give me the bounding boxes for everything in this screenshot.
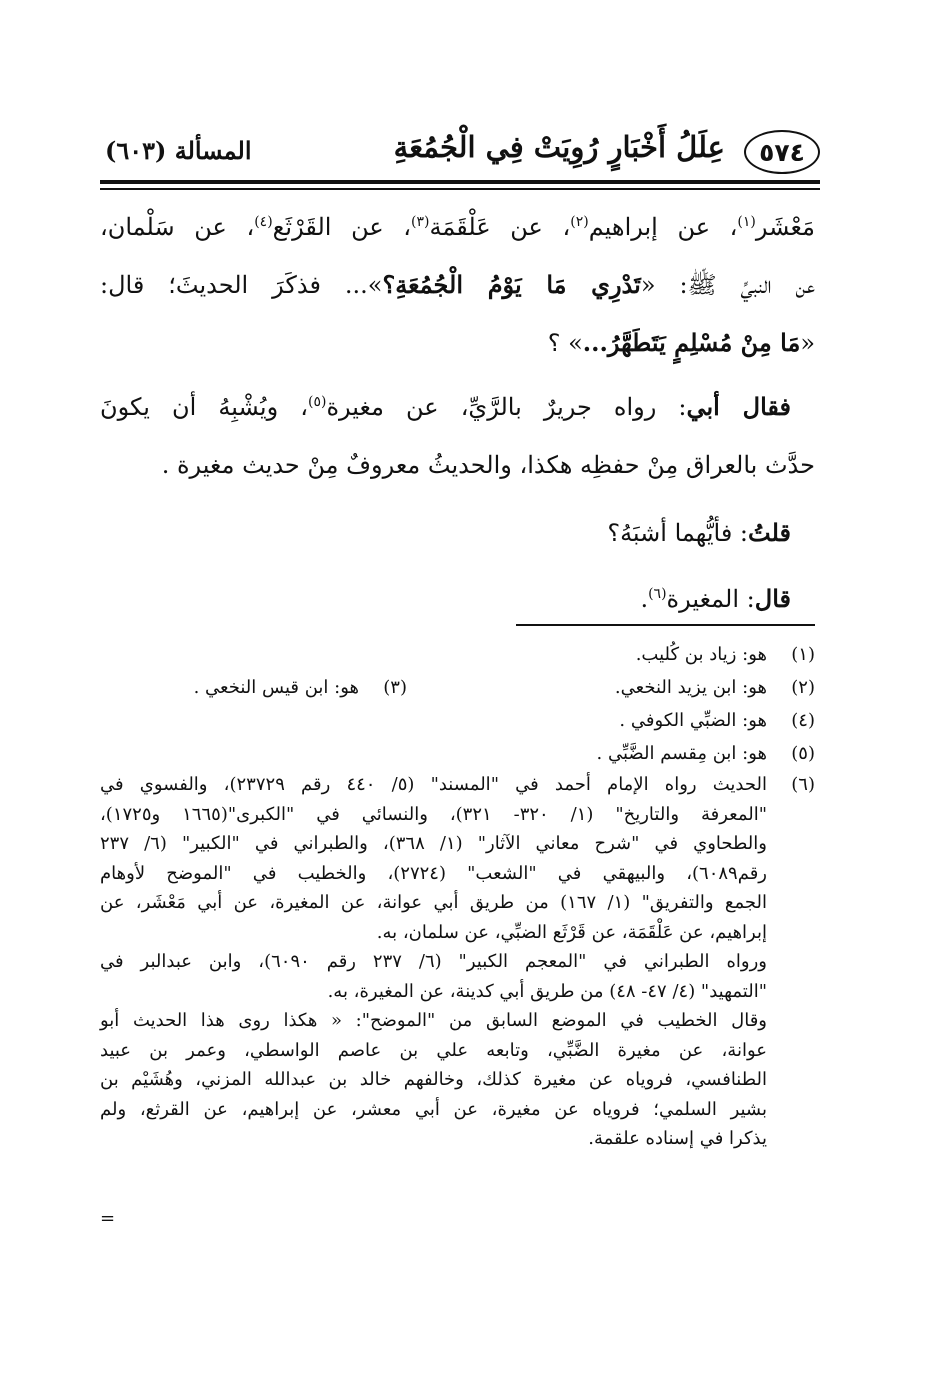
paragraph-abi-answer bbox=[100, 378, 815, 494]
footnote-line: بشير السلمي؛ فروياه عن مغيرة، عن أبي معشر، عن إبراهيم، عن القرثع، ولم bbox=[100, 1098, 767, 1120]
paragraph-answer bbox=[100, 566, 815, 632]
footnote-text: هو: زياد بن كُليب. bbox=[635, 644, 767, 665]
footnote-line: "التمهيد" (٤/ ٤٧- ٤٨) من طريق أبي كدينة، عن المغيرة، به. bbox=[327, 980, 767, 1002]
text-segment: : فأيُّهما أشبَهُ؟ bbox=[607, 519, 749, 547]
footnote-line: الطنافسي، فروياه عن مغيرة كذلك، وخالفهم خالد بن عبدالله المزني، وهُشَيْم بن bbox=[100, 1069, 767, 1090]
speaker-label: قال bbox=[754, 584, 791, 613]
footnote-line: يذكرا في إسناده علقمة. bbox=[588, 1128, 767, 1149]
text-line bbox=[100, 378, 815, 436]
footnote-number: (٢) bbox=[791, 677, 815, 698]
footnote-number: (١) bbox=[791, 644, 815, 665]
header-rule-thick bbox=[100, 180, 820, 184]
text-line bbox=[100, 314, 815, 372]
footnote-line: ورواه الطبراني في "المعجم الكبير" (٦/ ٢٣٧ رقم ٦٠٩٠)، وابن عبدالبر في bbox=[100, 951, 767, 972]
text-segment: ، عن عَلْقَمَة bbox=[429, 213, 571, 241]
text-segment: »... فذكَرَ الحديثَ؛ قال: bbox=[100, 271, 383, 299]
footnote-body bbox=[100, 770, 767, 1154]
footnote-line: عوانة، عن مغيرة الضَّبِّي، وتابعه علي بن عاصم الواسطي، وعمر بن عبيد bbox=[100, 1039, 767, 1061]
paragraph-hadith bbox=[100, 198, 815, 372]
footnote-number: (٦) bbox=[791, 774, 815, 795]
text-segment: : المغيرة bbox=[666, 585, 755, 613]
footnote-text: هو: ابن مِقسم الضَّبِّي . bbox=[596, 743, 767, 764]
footnote-ref[interactable]: (٣) bbox=[411, 214, 430, 230]
footnote-number: (٤) bbox=[791, 710, 815, 731]
text-line bbox=[100, 500, 815, 566]
footnote-line: إبراهيم، عن عَلْقَمَة، عن قَرْثَع الضبِّي، عن سلمان، به. bbox=[376, 921, 767, 943]
footnote-ref[interactable]: (٦) bbox=[648, 586, 667, 602]
footnote-text: هو: ابن يزيد النخعي. bbox=[614, 677, 767, 698]
speaker-label: قلتُ bbox=[748, 518, 791, 547]
footnote-line: رقم٦٠٨٩)، والبيهقي في "الشعب" (٢٧٢٤)، والخطيب في "الموضح لأوهام bbox=[100, 862, 767, 884]
footnotes bbox=[100, 638, 815, 1229]
speaker-label: فقال أبي bbox=[686, 392, 792, 421]
text-line bbox=[100, 256, 815, 314]
book-title: عِلَلُ أَخْبَارٍ رُوِيَتْ فِي الْجُمُعَةِ bbox=[393, 130, 725, 164]
text-segment: عن النبيِّ ﷺ: « bbox=[640, 271, 816, 299]
text-segment: » ؟ bbox=[547, 329, 583, 357]
footnote-text: هو: ابن قيس النخعي . bbox=[193, 677, 359, 698]
footnote-ref[interactable]: (٢) bbox=[570, 214, 589, 230]
text-segment: . bbox=[640, 585, 649, 613]
question-label: المسألة (٦٠٣) bbox=[105, 136, 252, 165]
footnote-5 bbox=[100, 737, 815, 770]
text-segment: « bbox=[800, 329, 815, 357]
text-segment: ، عن سَلْمان، bbox=[100, 213, 255, 241]
footnote-number: (٣) bbox=[383, 677, 407, 698]
footnote-ref[interactable]: (٥) bbox=[308, 394, 327, 410]
footnote-ref[interactable]: (٤) bbox=[254, 214, 273, 230]
text-segment: : رواه جريرٌ بالرَّيِّ، عن مغيرة bbox=[326, 393, 687, 421]
footnote-line: "المعرفة والتاريخ" (١/ ٣٢٠- ٣٢١)، والنسائي في "الكبرى"(١٦٦٥ و١٧٢٥)، bbox=[100, 803, 767, 825]
footnote-4 bbox=[100, 704, 815, 737]
text-segment: مَعْشَر bbox=[755, 213, 815, 241]
running-header bbox=[100, 128, 820, 180]
footnote-1 bbox=[100, 638, 815, 671]
text-line bbox=[100, 566, 815, 632]
main-text bbox=[100, 198, 815, 632]
footnote-line: والطحاوي في "شرح معاني الآثار" (١/ ٣٦٨)، والطبراني في "الكبير" (٦/ ٢٣٧ bbox=[100, 833, 767, 854]
text-line bbox=[100, 198, 815, 256]
hadith-quote: تَدْرِي مَا يَوْمُ الْجُمُعَةِ؟ bbox=[382, 270, 641, 299]
footnote-line: الحديث رواه الإمام أحمد في "المسند" (٥/ ٤٤٠ رقم ٢٣٧٢٩)، والفسوي في bbox=[100, 774, 767, 795]
footnote-line: وقال الخطيب في الموضع السابق من "الموضح": « هكذا روى هذا الحديث أبو bbox=[100, 1010, 767, 1031]
footnote-separator bbox=[516, 624, 815, 626]
footnote-2-3 bbox=[100, 671, 815, 704]
footnote-6 bbox=[100, 770, 815, 1154]
footnote-3 bbox=[194, 671, 407, 704]
paragraph-question bbox=[100, 500, 815, 566]
text-line: حدَّث بالعراق مِنْ حفظِه هكذا، والحديثُ معروفٌ مِنْ حديث مغيرة . bbox=[161, 451, 815, 479]
footnote-number: (٥) bbox=[791, 743, 815, 764]
text-segment: ، عن إبراهيم bbox=[588, 213, 738, 241]
footnote-line: الجمع والتفريق" (١/ ١٦٧) من طريق أبي عوانة، عن المغيرة، عن أبي مَعْشَر، عن bbox=[100, 892, 767, 913]
hadith-quote: مَا مِنْ مُسْلِمٍ يَتَطَهَّرُ... bbox=[582, 328, 801, 357]
text-segment: ، عن القَرْثَع bbox=[272, 213, 412, 241]
continuation-mark: = bbox=[100, 1208, 116, 1229]
footnote-text: هو: الضبِّي الكوفي . bbox=[619, 710, 767, 731]
page-number: ٥٧٤ bbox=[744, 130, 820, 174]
text-segment: ، ويُشْبِهُ أن يكونَ bbox=[100, 393, 308, 421]
header-rule-thin bbox=[100, 188, 820, 190]
footnote-ref[interactable]: (١) bbox=[737, 214, 756, 230]
